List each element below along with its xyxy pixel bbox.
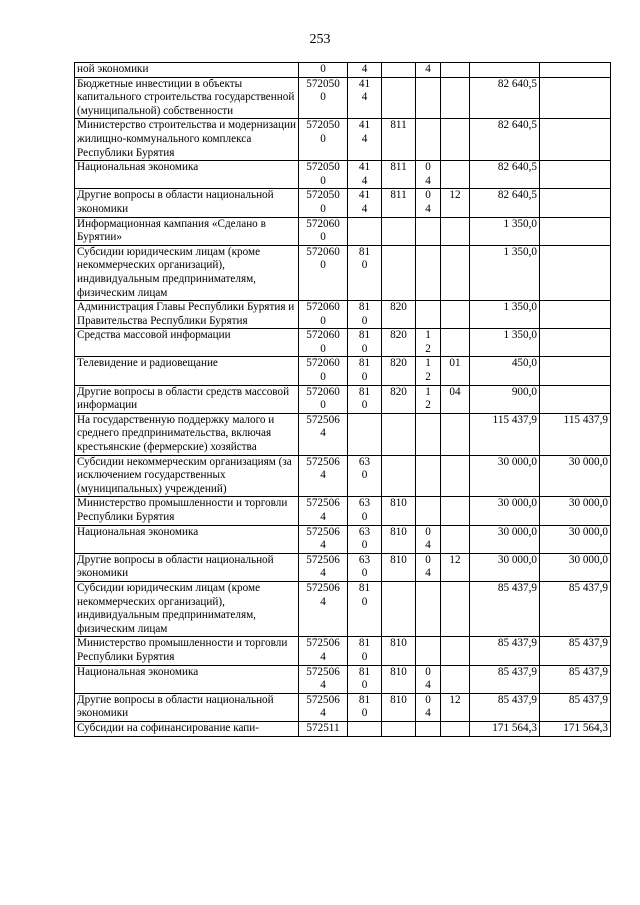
row-department-cell xyxy=(382,217,416,245)
row-code-cell: 572506 4 xyxy=(299,525,348,553)
row-amount-cell: 85 437,9 xyxy=(470,637,540,665)
table-row xyxy=(75,497,611,525)
row-section-cell xyxy=(416,245,441,300)
row-subsection-cell xyxy=(441,329,470,357)
row-section-cell: 0 4 xyxy=(416,161,441,189)
row-expense-type-cell: 63 0 xyxy=(348,525,382,553)
row-subsection-cell xyxy=(441,217,470,245)
table-row xyxy=(75,665,611,693)
row-amount-federal-cell xyxy=(540,245,611,300)
row-expense-type-cell xyxy=(348,217,382,245)
row-code-cell: 572060 0 xyxy=(299,301,348,329)
row-subsection-cell xyxy=(441,455,470,497)
table-row xyxy=(75,581,611,636)
row-amount-cell: 1 350,0 xyxy=(470,329,540,357)
row-department-cell: 810 xyxy=(382,693,416,721)
row-subsection-cell xyxy=(441,525,470,553)
row-name-cell: Телевидение и радиовещание xyxy=(75,357,299,385)
row-expense-type-cell: 41 4 xyxy=(348,189,382,217)
row-amount-cell: 30 000,0 xyxy=(470,497,540,525)
row-department-cell xyxy=(382,413,416,455)
row-name-cell: Информационная кампания «Сделано в Бурятии» xyxy=(75,217,299,245)
table-row xyxy=(75,119,611,161)
row-amount-federal-cell: 85 437,9 xyxy=(540,665,611,693)
row-code-cell: 572060 0 xyxy=(299,245,348,300)
row-department-cell xyxy=(382,77,416,119)
row-department-cell: 820 xyxy=(382,329,416,357)
row-amount-federal-cell xyxy=(540,217,611,245)
table-row xyxy=(75,413,611,455)
row-department-cell: 820 xyxy=(382,357,416,385)
row-subsection-cell: 12 xyxy=(441,189,470,217)
row-amount-cell: 115 437,9 xyxy=(470,413,540,455)
row-code-cell: 572050 0 xyxy=(299,189,348,217)
row-section-cell xyxy=(416,637,441,665)
row-code-cell: 572506 4 xyxy=(299,413,348,455)
row-section-cell: 0 4 xyxy=(416,189,441,217)
row-code-cell: 572060 0 xyxy=(299,357,348,385)
row-code-cell: 572506 4 xyxy=(299,693,348,721)
table-row xyxy=(75,637,611,665)
row-section-cell xyxy=(416,721,441,736)
row-amount-federal-cell xyxy=(540,119,611,161)
row-name-cell: Средства массовой информации xyxy=(75,329,299,357)
row-amount-cell: 171 564,3 xyxy=(470,721,540,736)
row-amount-cell: 82 640,5 xyxy=(470,77,540,119)
row-amount-cell: 1 350,0 xyxy=(470,301,540,329)
row-name-cell: На государственную поддержку малого и среднего предпринимательства, включая крестьянские (фермерские) хозяйства xyxy=(75,413,299,455)
table-row xyxy=(75,217,611,245)
row-subsection-cell xyxy=(441,497,470,525)
row-expense-type-cell: 81 0 xyxy=(348,385,382,413)
row-section-cell xyxy=(416,497,441,525)
row-department-cell xyxy=(382,63,416,78)
table-row xyxy=(75,63,611,78)
row-code-cell: 572050 0 xyxy=(299,119,348,161)
table-row xyxy=(75,693,611,721)
row-section-cell xyxy=(416,217,441,245)
row-name-cell: Другие вопросы в области средств массовой информации xyxy=(75,385,299,413)
row-department-cell: 820 xyxy=(382,385,416,413)
table-row xyxy=(75,189,611,217)
row-subsection-cell xyxy=(441,119,470,161)
row-amount-federal-cell xyxy=(540,77,611,119)
row-department-cell: 810 xyxy=(382,497,416,525)
row-section-cell: 1 2 xyxy=(416,357,441,385)
row-section-cell: 0 4 xyxy=(416,665,441,693)
row-amount-cell: 82 640,5 xyxy=(470,189,540,217)
row-section-cell xyxy=(416,301,441,329)
row-amount-federal-cell: 30 000,0 xyxy=(540,525,611,553)
row-subsection-cell xyxy=(441,301,470,329)
row-subsection-cell xyxy=(441,665,470,693)
table-row xyxy=(75,385,611,413)
table-row xyxy=(75,77,611,119)
row-expense-type-cell: 41 4 xyxy=(348,77,382,119)
row-amount-federal-cell xyxy=(540,357,611,385)
row-department-cell: 811 xyxy=(382,161,416,189)
row-amount-cell: 82 640,5 xyxy=(470,119,540,161)
row-expense-type-cell: 81 0 xyxy=(348,329,382,357)
row-subsection-cell: 01 xyxy=(441,357,470,385)
row-department-cell: 810 xyxy=(382,665,416,693)
row-amount-cell: 85 437,9 xyxy=(470,581,540,636)
budget-table xyxy=(74,62,611,737)
table-row xyxy=(75,553,611,581)
table-row xyxy=(75,329,611,357)
row-code-cell: 572506 4 xyxy=(299,455,348,497)
row-amount-federal-cell xyxy=(540,301,611,329)
row-department-cell xyxy=(382,245,416,300)
row-name-cell: Национальная экономика xyxy=(75,161,299,189)
row-amount-cell: 30 000,0 xyxy=(470,553,540,581)
row-name-cell: Бюджетные инвестиции в объекты капитального строительства государственной (муниципальной) собственности xyxy=(75,77,299,119)
row-subsection-cell: 12 xyxy=(441,553,470,581)
row-section-cell: 0 4 xyxy=(416,693,441,721)
budget-table-body xyxy=(75,63,611,737)
table-row xyxy=(75,525,611,553)
row-amount-federal-cell: 85 437,9 xyxy=(540,637,611,665)
row-section-cell: 0 4 xyxy=(416,553,441,581)
row-code-cell: 572506 4 xyxy=(299,553,348,581)
row-department-cell xyxy=(382,721,416,736)
row-amount-federal-cell: 30 000,0 xyxy=(540,455,611,497)
row-amount-federal-cell: 30 000,0 xyxy=(540,497,611,525)
row-expense-type-cell: 41 4 xyxy=(348,119,382,161)
row-name-cell: Министерство строительства и модернизации жилищно-коммунального комплекса Республики Бурятия xyxy=(75,119,299,161)
table-row xyxy=(75,301,611,329)
row-code-cell: 572060 0 xyxy=(299,385,348,413)
row-section-cell: 1 2 xyxy=(416,385,441,413)
row-section-cell: 0 4 xyxy=(416,525,441,553)
row-subsection-cell: 04 xyxy=(441,385,470,413)
row-expense-type-cell: 81 0 xyxy=(348,301,382,329)
row-name-cell: Министерство промышленности и торговли Республики Бурятия xyxy=(75,637,299,665)
row-section-cell xyxy=(416,455,441,497)
row-amount-federal-cell xyxy=(540,63,611,78)
row-amount-federal-cell: 30 000,0 xyxy=(540,553,611,581)
table-row xyxy=(75,455,611,497)
row-name-cell: ной экономики xyxy=(75,63,299,78)
table-row xyxy=(75,245,611,300)
row-name-cell: Субсидии на софинансирование капи- xyxy=(75,721,299,736)
row-code-cell: 572506 4 xyxy=(299,665,348,693)
row-amount-cell: 85 437,9 xyxy=(470,693,540,721)
row-amount-federal-cell xyxy=(540,161,611,189)
row-department-cell: 810 xyxy=(382,553,416,581)
row-amount-cell: 30 000,0 xyxy=(470,455,540,497)
row-code-cell: 572506 4 xyxy=(299,497,348,525)
row-department-cell xyxy=(382,455,416,497)
row-code-cell: 572506 4 xyxy=(299,637,348,665)
row-department-cell xyxy=(382,581,416,636)
row-section-cell xyxy=(416,413,441,455)
row-expense-type-cell: 41 4 xyxy=(348,161,382,189)
row-name-cell: Министерство промышленности и торговли Республики Бурятия xyxy=(75,497,299,525)
page-number: 253 xyxy=(309,32,331,47)
row-amount-cell: 1 350,0 xyxy=(470,245,540,300)
row-expense-type-cell xyxy=(348,721,382,736)
row-amount-cell: 85 437,9 xyxy=(470,665,540,693)
row-amount-cell: 450,0 xyxy=(470,357,540,385)
row-code-cell: 572060 0 xyxy=(299,217,348,245)
row-subsection-cell xyxy=(441,63,470,78)
row-amount-cell: 30 000,0 xyxy=(470,525,540,553)
table-row xyxy=(75,721,611,736)
row-expense-type-cell: 4 xyxy=(348,63,382,78)
row-amount-federal-cell: 115 437,9 xyxy=(540,413,611,455)
row-section-cell: 1 2 xyxy=(416,329,441,357)
row-name-cell: Другие вопросы в области национальной экономики xyxy=(75,189,299,217)
row-expense-type-cell: 81 0 xyxy=(348,693,382,721)
row-department-cell: 811 xyxy=(382,189,416,217)
row-name-cell: Администрация Главы Республики Бурятия и Правительства Республики Бурятия xyxy=(75,301,299,329)
row-subsection-cell xyxy=(441,637,470,665)
row-amount-federal-cell xyxy=(540,329,611,357)
row-code-cell: 572050 0 xyxy=(299,77,348,119)
row-section-cell xyxy=(416,77,441,119)
row-amount-cell: 1 350,0 xyxy=(470,217,540,245)
row-expense-type-cell xyxy=(348,413,382,455)
row-amount-federal-cell: 85 437,9 xyxy=(540,581,611,636)
row-expense-type-cell: 81 0 xyxy=(348,357,382,385)
row-expense-type-cell: 63 0 xyxy=(348,553,382,581)
row-expense-type-cell: 81 0 xyxy=(348,665,382,693)
row-amount-federal-cell: 171 564,3 xyxy=(540,721,611,736)
row-subsection-cell xyxy=(441,245,470,300)
row-department-cell: 810 xyxy=(382,525,416,553)
row-code-cell: 572050 0 xyxy=(299,161,348,189)
row-name-cell: Субсидии юридическим лицам (кроме некоммерческих организаций), индивидуальным предпринимателям, физическим лицам xyxy=(75,581,299,636)
row-department-cell: 820 xyxy=(382,301,416,329)
row-subsection-cell xyxy=(441,413,470,455)
row-name-cell: Другие вопросы в области национальной экономики xyxy=(75,693,299,721)
row-amount-federal-cell: 85 437,9 xyxy=(540,693,611,721)
row-subsection-cell: 12 xyxy=(441,693,470,721)
row-expense-type-cell: 63 0 xyxy=(348,455,382,497)
row-name-cell: Национальная экономика xyxy=(75,665,299,693)
row-amount-federal-cell xyxy=(540,189,611,217)
row-subsection-cell xyxy=(441,721,470,736)
row-expense-type-cell: 63 0 xyxy=(348,497,382,525)
row-code-cell: 572511 xyxy=(299,721,348,736)
row-amount-cell xyxy=(470,63,540,78)
row-department-cell: 811 xyxy=(382,119,416,161)
row-amount-federal-cell xyxy=(540,385,611,413)
row-code-cell: 0 xyxy=(299,63,348,78)
row-amount-cell: 900,0 xyxy=(470,385,540,413)
row-amount-cell: 82 640,5 xyxy=(470,161,540,189)
row-subsection-cell xyxy=(441,77,470,119)
row-section-cell xyxy=(416,119,441,161)
table-row xyxy=(75,357,611,385)
row-expense-type-cell: 81 0 xyxy=(348,637,382,665)
row-code-cell: 572506 4 xyxy=(299,581,348,636)
row-department-cell: 810 xyxy=(382,637,416,665)
row-subsection-cell xyxy=(441,581,470,636)
row-name-cell: Национальная экономика xyxy=(75,525,299,553)
row-section-cell: 4 xyxy=(416,63,441,78)
row-subsection-cell xyxy=(441,161,470,189)
row-name-cell: Другие вопросы в области национальной экономики xyxy=(75,553,299,581)
table-row xyxy=(75,161,611,189)
row-expense-type-cell: 81 0 xyxy=(348,245,382,300)
row-name-cell: Субсидии некоммерческим организациям (за исключением государственных (муниципальных) учреждений) xyxy=(75,455,299,497)
row-name-cell: Субсидии юридическим лицам (кроме некоммерческих организаций), индивидуальным предпринимателям, физическим лицам xyxy=(75,245,299,300)
row-code-cell: 572060 0 xyxy=(299,329,348,357)
row-section-cell xyxy=(416,581,441,636)
row-expense-type-cell: 81 0 xyxy=(348,581,382,636)
